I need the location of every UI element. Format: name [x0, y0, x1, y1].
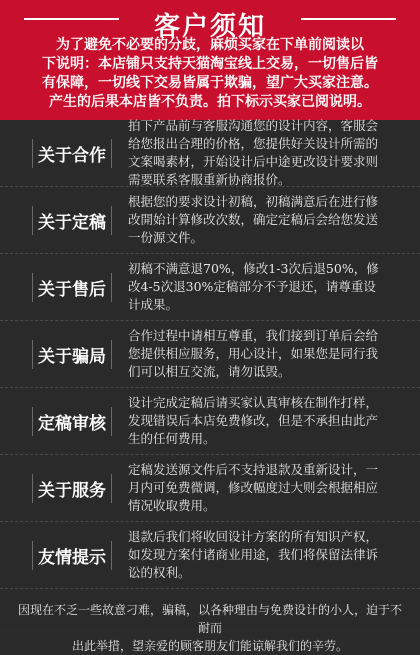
title-divider-right [301, 18, 396, 20]
section-label: 关于骗局 [32, 340, 112, 369]
section-text: 设计完成定稿后请买家认真审核在制作打样，发现错误后本店免费修改，但是不承担由此产生的任何费用。 [128, 394, 388, 448]
section-label: 关于售后 [32, 273, 112, 302]
section-text: 初稿不满意退70%，修改1-3次后退50%，修改4-5次退30%定稿部分不予退还，请尊重设计成果。 [128, 260, 388, 314]
section-text: 定稿发送源文件后不支持退款及重新设计，一月内可免费微调，修改幅度过大则会根据相应情况收取费用。 [128, 461, 388, 515]
section-text: 根据您的要求设计初稿，初稿满意后在进行修改開始计算修改次数，确定定稿后会给您发送一份源文件。 [128, 193, 388, 247]
terms-content [0, 120, 420, 628]
notice-line-3: 有保障，一切线下交易皆属于欺骗，望广大买家注意。 [18, 74, 402, 93]
section-reminder [0, 522, 420, 589]
section-label: 关于合作 [32, 139, 112, 168]
section-text: 退款后我们将收回设计方案的所有知识产权，如发现方案付诸商业用途，我们将保留法律诉讼的权利。 [128, 528, 388, 582]
notice-line-2: 下说明：本店铺只支持天猫淘宝线上交易，一切售后皆 [18, 55, 402, 74]
footer-line-2: 出此举措，望亲爱的顾客朋友们能谅解我们的辛劳。 [16, 637, 404, 655]
notice-line-4: 产生的后果本店皆不负责。拍下标示买家已阅说明。 [18, 93, 402, 112]
header-banner [0, 0, 420, 120]
section-label: 友情提示 [32, 541, 112, 570]
section-finalization [0, 187, 420, 254]
notice-text [18, 36, 402, 112]
footer-line-1: 因现在不乏一些故意刁难，骗稿，以各种理由与免费设计的小人，迫于不耐而 [16, 601, 404, 637]
section-label: 定稿审核 [32, 407, 112, 436]
section-scam [0, 321, 420, 388]
section-service [0, 455, 420, 522]
page-title: 客户须知 [0, 0, 420, 43]
section-text: 拍下产品前与客服沟通您的设计内容，客服会给您报出合理的价格，您提供好关设计所需的文案喝素材，开始设计后中途更改设计要求则需要联系客服重新协商报价。 [128, 117, 388, 189]
notice-line-1: 为了避免不必要的分歧，麻烦买家在下单前阅读以 [18, 36, 402, 55]
section-after-sales [0, 254, 420, 321]
footer-note [0, 589, 420, 655]
section-label: 关于服务 [32, 474, 112, 503]
section-cooperation [0, 120, 420, 187]
section-label: 关于定稿 [32, 206, 112, 235]
section-text: 合作过程中请相互尊重，我们接到订单后会给您提供相应服务，用心设计，如果您是同行我们可以相互交流，请勿诋毁。 [128, 327, 388, 381]
section-review [0, 388, 420, 455]
title-divider-left [24, 18, 119, 20]
